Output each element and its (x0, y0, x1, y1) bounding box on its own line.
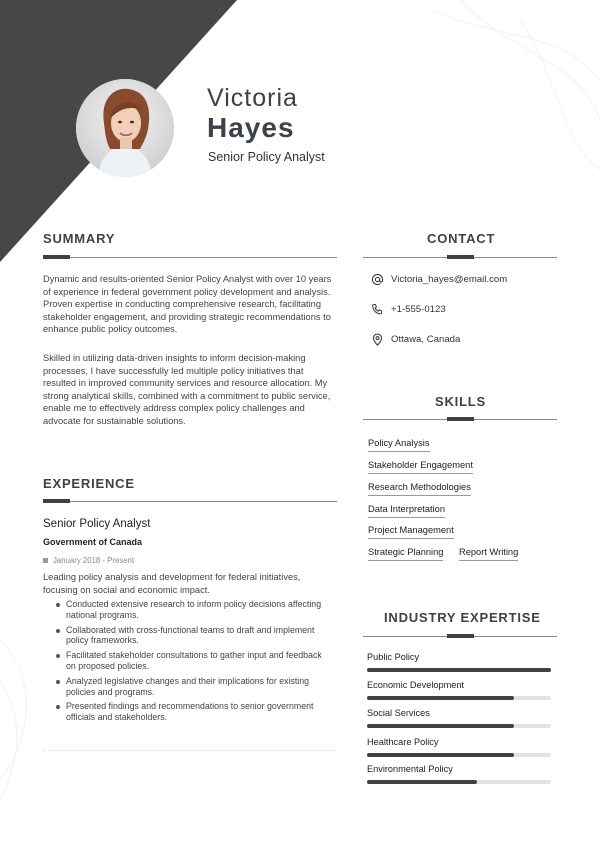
phone-text: +1-555-0123 (391, 303, 446, 315)
expertise-label: Environmental Policy (367, 764, 453, 774)
expertise-item (367, 652, 553, 672)
expertise-bar-fill (367, 780, 477, 784)
expertise-rule-tab (447, 634, 474, 638)
experience-company: Government of Canada (43, 537, 143, 547)
contact-rule-tab (447, 255, 474, 259)
list-item: Collaborated with cross-functional teams to draft and implement policy frameworks. (54, 625, 329, 647)
experience-rule-tab (43, 499, 70, 503)
at-sign-icon (371, 273, 384, 286)
skill-tag: Research Methodologies (368, 482, 471, 496)
expertise-label: Healthcare Policy (367, 737, 439, 747)
location-text: Ottawa, Canada (391, 333, 461, 345)
location-pin-icon (371, 333, 384, 346)
contact-heading: CONTACT (427, 231, 496, 246)
experience-description: Leading policy analysis and development for federal initiatives, focusing on social and economic impact. (43, 572, 301, 595)
experience-dates (43, 556, 134, 565)
experience-job-title: Senior Policy Analyst (43, 518, 151, 530)
profile-photo (76, 79, 174, 177)
skill-tag: Data Interpretation (368, 504, 445, 518)
expertise-label: Public Policy (367, 652, 420, 662)
expertise-heading: INDUSTRY EXPERTISE (384, 610, 541, 625)
skills-rule-tab (447, 417, 474, 421)
expertise-bar-track (367, 753, 551, 757)
skills-heading: SKILLS (435, 394, 487, 409)
summary-paragraph-1: Dynamic and results-oriented Senior Policy Analyst with over 10 years of experience in federal government policy development and analysis. Proven expertise in conducting comprehensive research, facilitating stakeholder engagement, and providing strategic recommendations to enhance public policy outcomes. (43, 274, 332, 335)
skill-tag: Report Writing (459, 547, 518, 561)
contact-location (371, 331, 460, 347)
expertise-bar-fill (367, 724, 514, 728)
calendar-icon (43, 558, 48, 563)
expertise-bar-track (367, 668, 551, 672)
expertise-item (367, 764, 553, 784)
summary-heading: SUMMARY (43, 231, 116, 246)
experience-divider (43, 750, 335, 751)
list-item: Conducted extensive research to inform policy decisions affecting national programs. (54, 599, 329, 621)
list-item: Presented findings and recommendations to senior government officials and stakeholders. (54, 701, 329, 723)
expertise-item (367, 680, 553, 700)
contact-email[interactable] (371, 271, 507, 287)
expertise-label: Social Services (367, 708, 430, 718)
experience-dates-text: January 2018 - Present (53, 556, 135, 565)
phone-icon (371, 303, 384, 316)
expertise-bar-fill (367, 753, 514, 757)
summary-rule-tab (43, 255, 70, 259)
last-name: Hayes (207, 112, 295, 143)
list-item: Facilitated stakeholder consultations to gather input and feedback on proposed policies. (54, 650, 329, 672)
summary-paragraph-2: Skilled in utilizing data-driven insights to inform decision-making processes, I have successfully led multiple policy initiatives that resulted in improved community services and resource allocation. My strong analytical skills, combined with a commitment to public service, enable me to effectively address complex policy challenges and advocate for sustainable solutions. (43, 353, 331, 426)
skill-tag: Strategic Planning (368, 547, 443, 561)
skill-tag: Project Management (368, 525, 454, 539)
experience-bullets (54, 599, 329, 727)
expertise-label: Economic Development (367, 680, 465, 690)
expertise-bar-track (367, 780, 551, 784)
expertise-bar-fill (367, 696, 514, 700)
job-title: Senior Policy Analyst (208, 150, 325, 164)
expertise-bar-fill (367, 668, 551, 672)
expertise-item (367, 708, 553, 728)
email-text: Victoria_hayes@email.com (391, 273, 508, 285)
experience-rule (43, 501, 337, 502)
skill-tag: Stakeholder Engagement (368, 460, 473, 474)
expertise-bar-track (367, 696, 551, 700)
list-item: Analyzed legislative changes and their implications for existing policies and programs. (54, 676, 329, 698)
first-name: Victoria (207, 84, 298, 112)
skill-tag: Policy Analysis (368, 438, 430, 452)
experience-heading: EXPERIENCE (43, 476, 135, 491)
expertise-bar-track (367, 724, 551, 728)
summary-rule (43, 257, 337, 258)
contact-phone[interactable] (371, 301, 446, 317)
expertise-item (367, 737, 553, 757)
